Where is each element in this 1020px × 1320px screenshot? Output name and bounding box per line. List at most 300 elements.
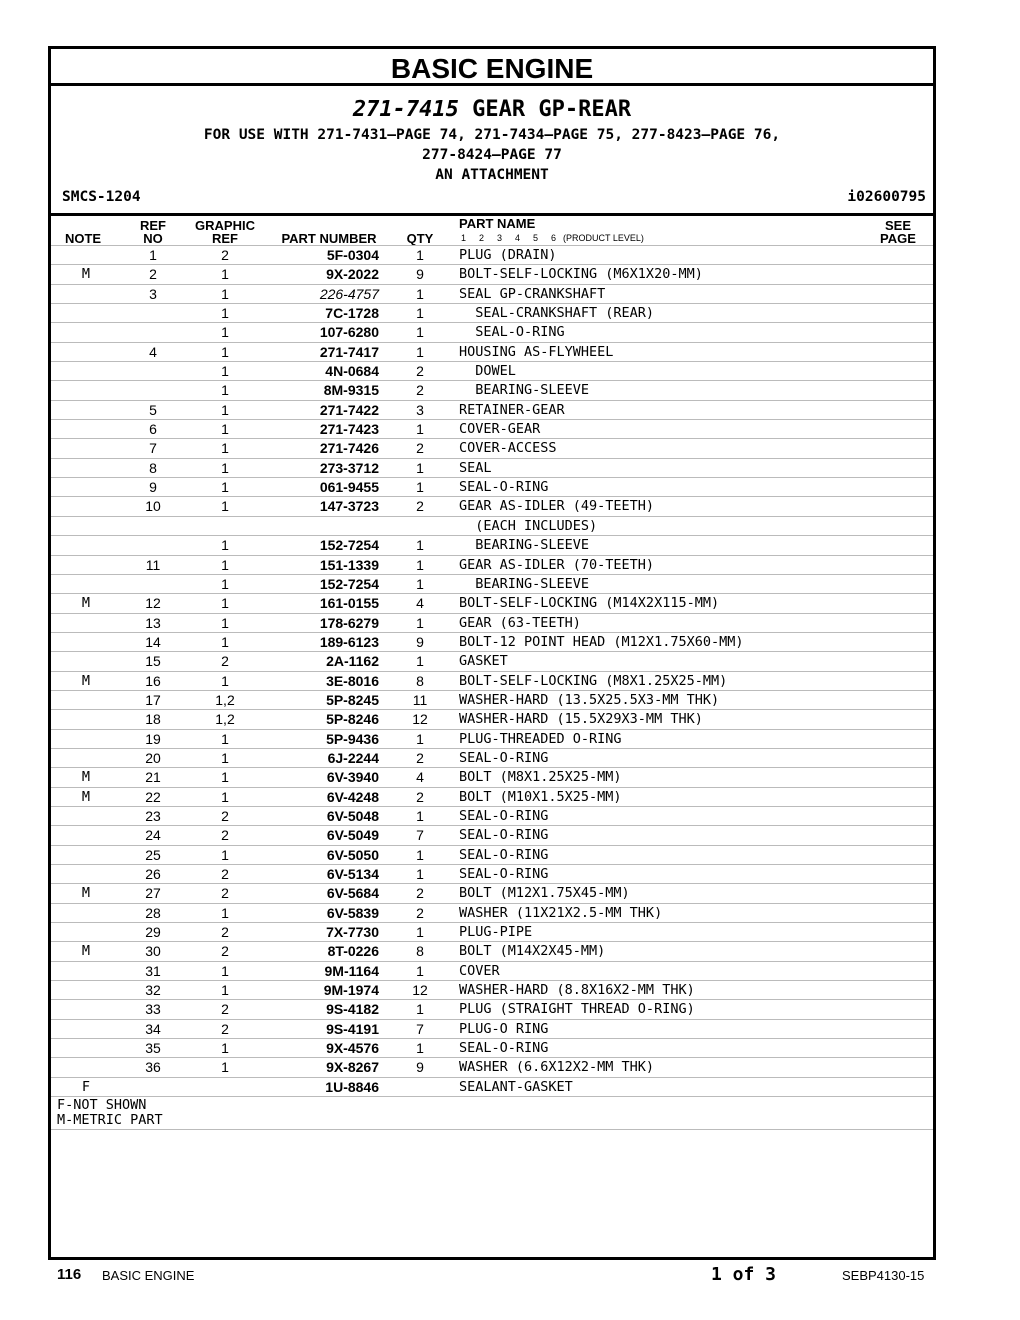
table-row	[51, 1038, 933, 1057]
graphic-ref-cell: 1	[221, 749, 229, 766]
col-see-page-line1: SEE	[884, 218, 911, 233]
level-6: 6	[551, 233, 557, 243]
qty-cell: 1	[416, 459, 424, 476]
part-name-cell: BEARING-SLEEVE	[459, 382, 590, 399]
part-name-cell: GEAR AS-IDLER (70-TEETH)	[459, 556, 655, 573]
graphic-ref-cell: 1	[221, 343, 229, 360]
part-name-cell: WASHER-HARD (8.8X16X2-MM THK)	[459, 982, 695, 999]
qty-cell: 1	[416, 1040, 424, 1057]
table-row	[51, 825, 933, 844]
table-row	[51, 980, 933, 999]
note-cell	[75, 1020, 97, 1038]
part-number-cell[interactable]: 5P-9436	[326, 730, 379, 747]
col-part-number-header: PART NUMBER	[281, 231, 377, 246]
col-graphic-header-line2: REF	[212, 231, 238, 246]
note-cell	[75, 285, 97, 303]
part-name-cell: COVER-GEAR	[459, 421, 541, 438]
part-name-cell: BOLT (M14X2X45-MM)	[459, 943, 606, 960]
table-row	[51, 651, 933, 670]
part-number-cell[interactable]: 6V-5048	[326, 807, 379, 824]
note-cell	[75, 556, 97, 574]
ref-no-cell: 29	[145, 924, 161, 941]
ref-no-cell: 6	[149, 421, 157, 438]
col-see-page-header	[873, 219, 923, 245]
part-name-cell: SEAL-O-RING	[459, 324, 565, 341]
graphic-ref-cell: 1	[221, 556, 229, 573]
graphic-ref-cell: 1,2	[215, 691, 235, 708]
note-cell	[75, 304, 97, 322]
ref-no-cell: 36	[145, 1059, 161, 1076]
table-row	[51, 245, 933, 264]
table-row	[51, 767, 933, 786]
note-cell	[75, 730, 97, 748]
table-row	[51, 709, 933, 728]
part-number-cell[interactable]: 151-1339	[319, 556, 379, 573]
part-number-cell[interactable]: 6V-4248	[326, 788, 379, 805]
part-number-cell[interactable]: 9M-1164	[324, 962, 379, 979]
ref-no-cell: 35	[145, 1040, 161, 1057]
part-number-cell[interactable]: 9M-1974	[323, 982, 379, 999]
col-note-header: NOTE	[64, 231, 102, 246]
table-row	[51, 671, 933, 690]
ref-no-cell: 27	[145, 885, 161, 902]
part-name-cell: BOLT-SELF-LOCKING (M6X1X20-MM)	[459, 266, 703, 283]
table-row	[51, 303, 933, 322]
part-number-cell[interactable]: 273-3712	[319, 459, 379, 476]
table-row	[51, 1057, 933, 1076]
qty-cell: 11	[412, 691, 428, 708]
part-number-cell[interactable]: 5P-8246	[326, 711, 379, 728]
table-row	[51, 419, 933, 438]
note-cell	[75, 362, 97, 380]
part-name-cell: GEAR (63-TEETH)	[459, 614, 581, 631]
qty-cell: 3	[416, 401, 424, 418]
qty-cell: 8	[416, 943, 424, 960]
table-row	[51, 380, 933, 399]
part-name-cell: DOWEL	[459, 363, 516, 380]
table-row	[51, 574, 933, 593]
note-cell	[75, 807, 97, 825]
part-name-cell: SEAL-O-RING	[459, 479, 549, 496]
table-row	[51, 458, 933, 477]
ref-no-cell	[135, 1078, 171, 1096]
qty-cell: 9	[416, 1059, 424, 1076]
ref-no-cell: 10	[145, 498, 161, 515]
qty-cell: 1	[416, 305, 424, 322]
part-number-cell[interactable]: 8M-9315	[323, 382, 379, 399]
part-number-cell[interactable]: 6J-2244	[327, 749, 379, 766]
part-number-cell[interactable]: 6V-5049	[326, 827, 379, 844]
use-with-line-2: 277-8424—PAGE 77	[422, 147, 562, 163]
graphic-ref-cell: 2	[221, 924, 229, 941]
part-name-cell: SEAL GP-CRANKSHAFT	[459, 285, 606, 302]
table-row	[51, 903, 933, 922]
parts-page-frame	[48, 46, 936, 1260]
qty-cell: 1	[416, 846, 424, 863]
part-name-cell: BEARING-SLEEVE	[459, 537, 590, 554]
ref-no-cell: 28	[145, 904, 161, 921]
part-name-cell: RETAINER-GEAR	[459, 401, 565, 418]
table-row	[51, 555, 933, 574]
table-row	[51, 593, 933, 612]
table-row	[51, 322, 933, 341]
graphic-ref-cell: 2	[221, 943, 229, 960]
note-cell: M	[81, 266, 91, 283]
note-cell	[75, 381, 97, 399]
part-name-cell: PLUG-O RING	[459, 1020, 549, 1037]
part-number-cell[interactable]: 7X-7730	[326, 924, 379, 941]
group-name: GEAR GP-REAR	[472, 97, 632, 122]
part-name-cell: BEARING-SLEEVE	[459, 575, 590, 592]
graphic-ref-cell: 1	[221, 1040, 229, 1057]
part-number-cell[interactable]: 178-6279	[319, 614, 379, 631]
part-name-cell: WASHER-HARD (13.5X25.5X3-MM THK)	[459, 691, 720, 708]
note-cell	[75, 923, 97, 941]
qty-cell: 12	[412, 982, 428, 999]
graphic-ref-cell: 1	[221, 498, 229, 515]
part-name-cell: BOLT-12 POINT HEAD (M12X1.75X60-MM)	[459, 633, 744, 650]
table-row	[51, 729, 933, 748]
part-name-cell: GEAR AS-IDLER (49-TEETH)	[459, 498, 655, 515]
group-number[interactable]: 271-7415	[352, 97, 459, 122]
level-2: 2	[479, 233, 485, 243]
graphic-ref-cell: 2	[221, 807, 229, 824]
part-name-cell: PLUG (DRAIN)	[459, 247, 557, 263]
ref-no-cell: 15	[145, 653, 161, 670]
note-cell: M	[81, 885, 91, 902]
qty-cell: 2	[416, 788, 424, 805]
part-number-cell[interactable]: 5F-0304	[326, 247, 379, 263]
graphic-ref-cell: 1	[221, 324, 229, 341]
footer-page-number: 116	[57, 1266, 82, 1283]
part-name-cell: BOLT (M10X1.5X25-MM)	[459, 788, 622, 805]
table-row	[51, 845, 933, 864]
part-name-cell: WASHER (11X21X2.5-MM THK)	[459, 904, 663, 921]
part-number-cell[interactable]: 061-9455	[319, 479, 379, 496]
graphic-ref-cell: 1	[221, 305, 229, 322]
ref-no-cell: 19	[145, 730, 161, 747]
footer-doc-id: SEBP4130-15	[842, 1268, 925, 1283]
part-name-cell: SEAL-O-RING	[459, 807, 549, 824]
part-number-cell[interactable]: 271-7417	[319, 343, 379, 360]
part-number-cell[interactable]: 9X-2022	[326, 266, 379, 283]
qty-cell: 1	[416, 807, 424, 824]
note-cell: M	[81, 595, 91, 612]
qty-cell: 2	[416, 749, 424, 766]
graphic-ref-cell: 1	[221, 440, 229, 457]
graphic-ref-cell: 1	[221, 769, 229, 786]
note-legend-item: F-NOT SHOWN	[57, 1097, 147, 1114]
part-number-cell[interactable]: 271-7422	[319, 401, 379, 418]
note-cell	[75, 962, 97, 980]
ref-no-cell: 4	[149, 343, 157, 360]
qty-cell: 1	[416, 537, 424, 554]
part-number-cell[interactable]: 107-6280	[319, 324, 379, 341]
part-number-cell[interactable]: 9X-4576	[326, 1040, 379, 1057]
note-cell	[75, 536, 97, 554]
table-row	[51, 787, 933, 806]
graphic-ref-cell	[205, 517, 245, 535]
graphic-ref-cell: 2	[221, 827, 229, 844]
graphic-ref-cell: 1	[221, 382, 229, 399]
note-cell	[75, 710, 97, 728]
col-part-name-header: PART NAME	[459, 216, 536, 231]
graphic-ref-cell: 1	[221, 672, 229, 689]
part-number-cell[interactable]: 152-7254	[319, 537, 379, 554]
table-row	[51, 632, 933, 651]
qty-cell: 1	[416, 962, 424, 979]
qty-cell: 8	[416, 672, 424, 689]
table-row	[51, 748, 933, 767]
part-name-cell: SEAL-CRANKSHAFT (REAR)	[459, 305, 655, 322]
col-qty-header: QTY	[406, 231, 434, 246]
ref-no-cell: 11	[145, 556, 161, 573]
table-row	[51, 1019, 933, 1038]
part-number-cell[interactable]: 8T-0226	[327, 943, 379, 960]
part-number-cell[interactable]: 226-4757	[319, 285, 379, 302]
note-cell	[75, 478, 97, 496]
ref-no-cell	[135, 517, 171, 535]
part-number-cell[interactable]: 147-3723	[319, 498, 379, 515]
note-cell	[75, 749, 97, 767]
level-1: 1	[461, 233, 467, 243]
ref-no-cell: 18	[145, 711, 161, 728]
graphic-ref-cell: 1	[221, 401, 229, 418]
note-cell: F	[81, 1078, 91, 1095]
part-name-cell: COVER	[459, 962, 500, 979]
qty-cell: 1	[416, 866, 424, 882]
qty-cell: 2	[416, 885, 424, 902]
note-cell	[75, 1058, 97, 1076]
note-cell	[75, 497, 97, 515]
qty-cell: 4	[416, 595, 424, 612]
qty-cell: 1	[416, 653, 424, 670]
note-cell	[75, 981, 97, 999]
table-row	[51, 864, 933, 883]
note-cell	[75, 691, 97, 709]
part-number-cell[interactable]: 2A-1162	[326, 653, 379, 670]
table-row	[51, 690, 933, 709]
table-row	[51, 613, 933, 632]
part-name-cell: SEAL-O-RING	[459, 749, 549, 766]
table-row	[51, 883, 933, 902]
table-row	[51, 941, 933, 960]
ref-no-cell	[135, 575, 171, 593]
part-name-cell: PLUG-THREADED O-RING	[459, 730, 622, 747]
graphic-ref-cell: 1	[221, 479, 229, 496]
table-row	[51, 264, 933, 283]
product-levels	[461, 233, 644, 243]
part-number-cell[interactable]: 4N-0684	[325, 363, 379, 380]
qty-cell: 1	[416, 556, 424, 573]
qty-cell: 7	[416, 1020, 424, 1037]
part-number-cell[interactable]: 3E-8016	[326, 672, 379, 689]
graphic-ref-cell: 1	[221, 459, 229, 476]
note-cell: M	[81, 672, 91, 689]
ref-no-cell: 32	[145, 982, 161, 999]
ref-no-cell: 31	[145, 962, 161, 979]
note-cell	[75, 401, 97, 419]
part-number-cell[interactable]: 6V-5134	[326, 866, 379, 882]
col-ref-header-line2: NO	[143, 231, 163, 246]
ref-no-cell: 21	[145, 769, 161, 786]
table-row	[51, 535, 933, 554]
part-number-cell[interactable]: 5P-8245	[326, 691, 379, 708]
smcs-code: SMCS-1204	[62, 189, 141, 205]
graphic-ref-cell: 2	[221, 1001, 229, 1018]
note-cell: M	[81, 769, 91, 786]
part-number-cell[interactable]: 9X-8267	[326, 1059, 379, 1076]
part-name-cell: SEAL-O-RING	[459, 846, 549, 863]
qty-cell: 2	[416, 363, 424, 380]
table-row	[51, 922, 933, 941]
graphic-ref-cell: 2	[221, 885, 229, 902]
part-number-cell[interactable]: 271-7423	[319, 421, 379, 438]
table-row	[51, 961, 933, 980]
graphic-ref-cell: 1	[221, 595, 229, 612]
ref-no-cell: 23	[145, 807, 161, 824]
note-cell: M	[81, 788, 91, 805]
graphic-ref-cell: 1	[221, 421, 229, 438]
ref-no-cell: 9	[149, 479, 157, 496]
ref-no-cell	[135, 362, 171, 380]
part-number-cell[interactable]: 6V-5839	[326, 904, 379, 921]
graphic-ref-cell: 1	[221, 363, 229, 380]
graphic-ref-cell: 1	[221, 537, 229, 554]
part-number-cell[interactable]: 7C-1728	[325, 305, 379, 322]
ref-no-cell	[135, 304, 171, 322]
table-row	[51, 477, 933, 496]
graphic-ref-cell	[205, 1078, 245, 1096]
level-4: 4	[515, 233, 521, 243]
qty-cell: 9	[416, 633, 424, 650]
part-number-cell[interactable]: 1U-8846	[325, 1078, 379, 1095]
part-name-cell: COVER-ACCESS	[459, 440, 557, 457]
footer-page-of: 1 of 3	[711, 1264, 777, 1285]
ref-no-cell: 8	[149, 459, 157, 476]
notes-legend	[51, 1096, 933, 1130]
qty-cell: 7	[416, 827, 424, 844]
col-see-page-line2: PAGE	[880, 231, 916, 246]
graphic-ref-cell: 1	[221, 846, 229, 863]
note-legend-item: M-METRIC PART	[57, 1112, 163, 1129]
note-cell	[75, 652, 97, 670]
table-row	[51, 806, 933, 825]
part-name-cell: HOUSING AS-FLYWHEEL	[459, 343, 614, 360]
table-row	[51, 496, 933, 515]
table-row	[51, 342, 933, 361]
part-number-cell[interactable]: 6V-5050	[326, 846, 379, 863]
table-row	[51, 516, 933, 535]
ref-no-cell: 20	[145, 749, 161, 766]
col-graphic-header	[191, 219, 259, 245]
table-row	[51, 361, 933, 380]
footer-section: BASIC ENGINE	[102, 1268, 195, 1283]
group-header	[51, 86, 933, 185]
parts-table	[51, 245, 933, 1130]
part-name-cell: SEAL-O-RING	[459, 1040, 549, 1057]
part-number-cell	[275, 517, 379, 535]
ref-no-cell	[135, 323, 171, 341]
ref-no-cell: 14	[145, 633, 161, 650]
part-number-cell[interactable]: 189-6123	[319, 633, 379, 650]
product-level-label: (PRODUCT LEVEL)	[563, 233, 644, 243]
illustration-id: i02600795	[847, 189, 926, 205]
graphic-ref-cell: 1	[221, 285, 229, 302]
note-cell	[75, 459, 97, 477]
note-cell	[75, 614, 97, 632]
part-number-cell[interactable]: 9S-4191	[326, 1020, 379, 1037]
col-graphic-header-line1: GRAPHIC	[195, 218, 255, 233]
table-row	[51, 284, 933, 303]
graphic-ref-cell: 2	[221, 247, 229, 263]
ref-no-cell: 5	[149, 401, 157, 418]
part-name-cell: BOLT (M8X1.25X25-MM)	[459, 769, 622, 786]
part-name-cell: SEAL-O-RING	[459, 866, 549, 882]
part-name-cell: WASHER-HARD (15.5X29X3-MM THK)	[459, 711, 703, 728]
part-number-cell[interactable]: 9S-4182	[326, 1001, 379, 1018]
ref-no-cell: 2	[149, 266, 157, 283]
part-name-cell: SEAL	[459, 459, 492, 476]
qty-cell: 1	[416, 575, 424, 592]
part-number-cell[interactable]: 152-7254	[319, 575, 379, 592]
note-cell	[75, 420, 97, 438]
graphic-ref-cell: 2	[221, 866, 229, 882]
qty-cell	[397, 1078, 443, 1096]
qty-cell: 4	[416, 769, 424, 786]
ref-no-cell: 25	[145, 846, 161, 863]
note-cell	[75, 246, 97, 264]
qty-cell: 1	[416, 247, 424, 263]
part-number-cell[interactable]: 6V-5684	[326, 885, 379, 902]
part-name-cell: BOLT-SELF-LOCKING (M8X1.25X25-MM)	[459, 672, 728, 689]
part-name-cell: GASKET	[459, 653, 508, 670]
graphic-ref-cell: 1	[221, 730, 229, 747]
ref-no-cell: 22	[145, 788, 161, 805]
ref-no-cell: 34	[145, 1020, 161, 1037]
col-ref-header-line1: REF	[140, 218, 166, 233]
part-number-cell[interactable]: 6V-3940	[326, 769, 379, 786]
note-cell	[75, 1000, 97, 1018]
ref-no-cell: 13	[145, 614, 161, 631]
part-name-cell: SEAL-O-RING	[459, 827, 549, 844]
graphic-ref-cell: 1	[221, 266, 229, 283]
qty-cell: 1	[416, 1001, 424, 1018]
ref-no-cell: 12	[145, 595, 161, 612]
part-number-cell[interactable]: 161-0155	[319, 595, 379, 612]
ref-no-cell	[135, 536, 171, 554]
ref-no-cell: 33	[145, 1001, 161, 1018]
note-cell	[75, 343, 97, 361]
use-with-line-3: AN ATTACHMENT	[435, 167, 549, 183]
page-footer	[0, 1266, 1020, 1286]
qty-cell: 1	[416, 924, 424, 941]
part-number-cell[interactable]: 271-7426	[319, 440, 379, 457]
graphic-ref-cell: 2	[221, 1020, 229, 1037]
note-cell	[75, 633, 97, 651]
part-name-cell: SEALANT-GASKET	[459, 1078, 573, 1095]
part-name-cell: WASHER (6.6X12X2-MM THK)	[459, 1059, 655, 1076]
qty-cell: 1	[416, 614, 424, 631]
part-name-cell: BOLT-SELF-LOCKING (M14X2X115-MM)	[459, 595, 720, 612]
qty-cell: 2	[416, 440, 424, 457]
ref-no-cell: 17	[145, 691, 161, 708]
ref-no-cell: 3	[149, 285, 157, 302]
qty-cell: 1	[416, 343, 424, 360]
table-row	[51, 400, 933, 419]
qty-cell: 2	[416, 498, 424, 515]
part-name-cell: (EACH INCLUDES)	[459, 517, 598, 534]
